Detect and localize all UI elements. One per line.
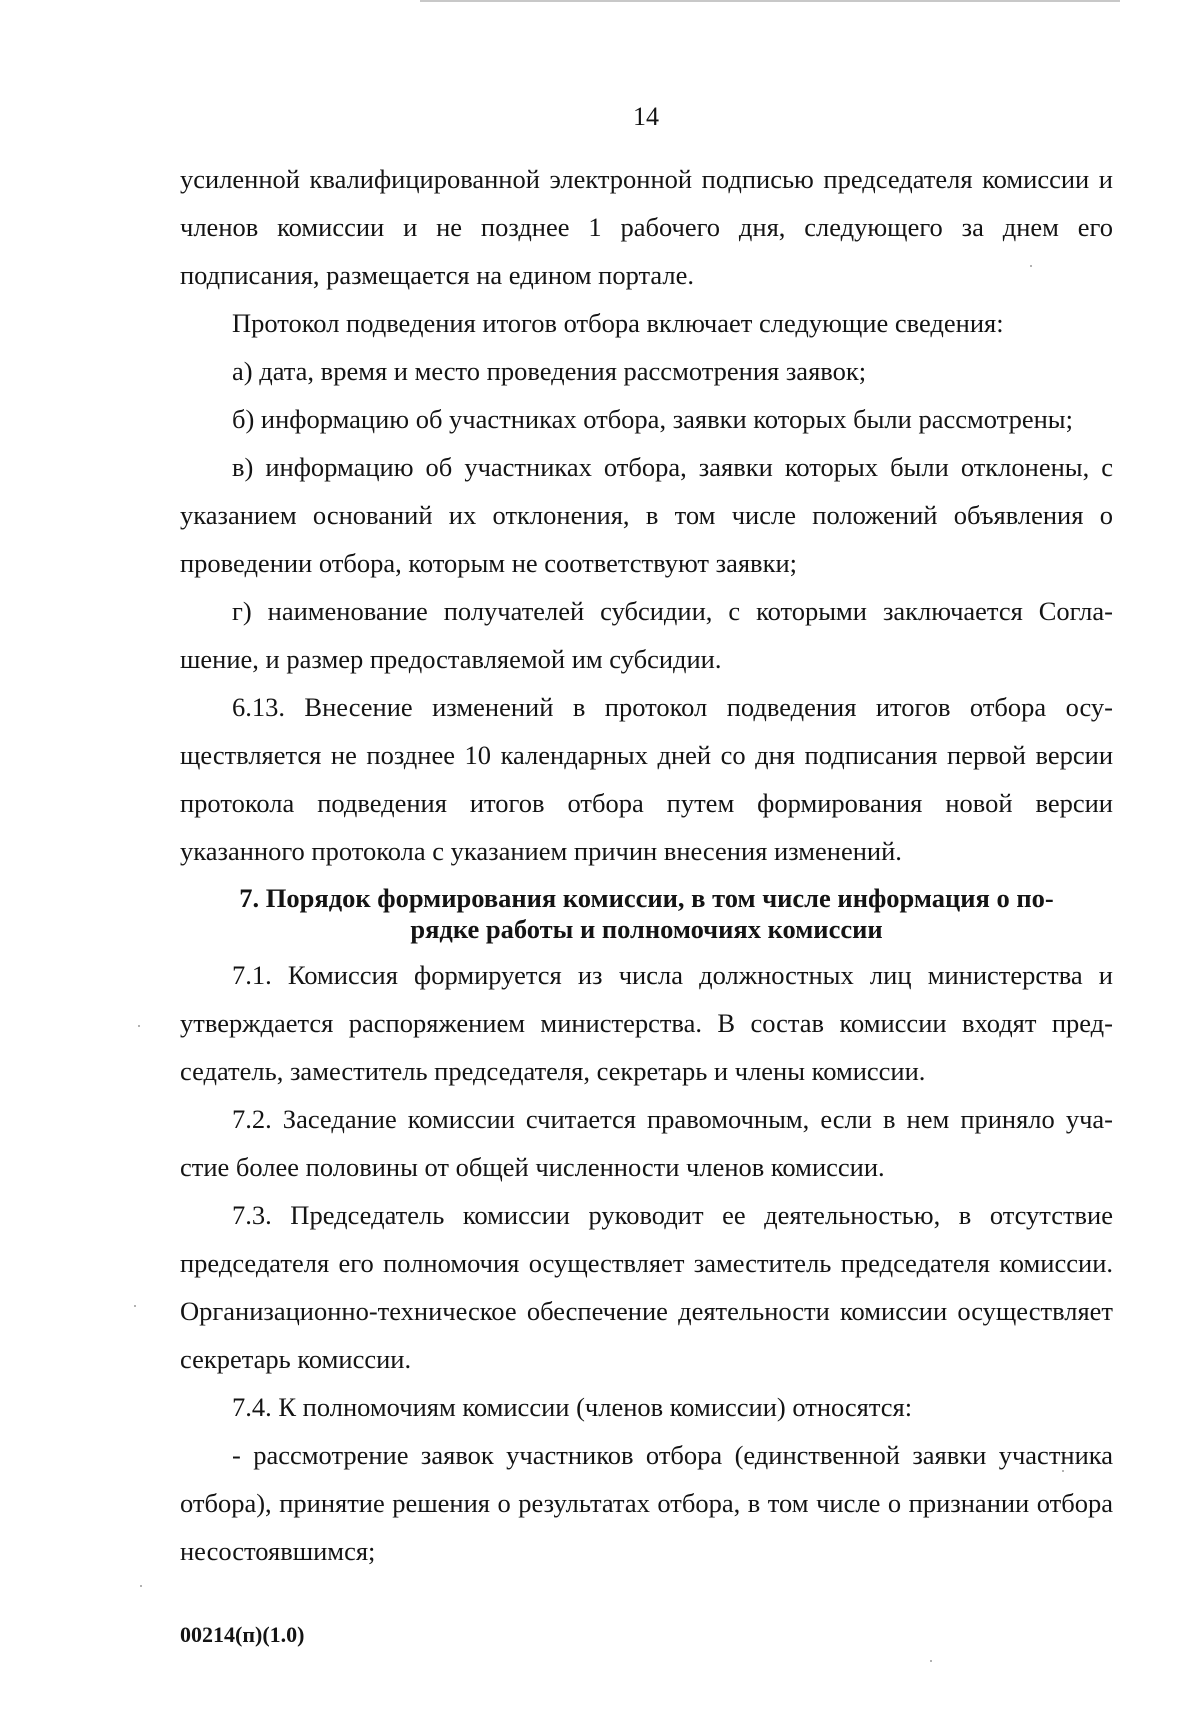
scan-speck [1030, 265, 1032, 267]
list-item-g: г) наименование получателей субсидии, с которыми заключается Соглашение, и размер предоставляемой им субсидии. [180, 596, 1113, 674]
paragraph-7-3: 7.3. Председатель комиссии руководит ее деятельностью, в отсутствие председателя его полномочия осуществляет заместитель председателя комиссии. Организационно-техническое обеспечение деятельности комиссии осуществляет секретарь комиссии. [180, 1200, 1113, 1374]
page-number: 14 [633, 102, 659, 131]
section-7-heading-line-1: 7. Порядок формирования комиссии, в том числе информация о по- [239, 883, 1054, 913]
paragraph-7-4: 7.4. К полномочиям комиссии (членов комиссии) относятся: [232, 1392, 913, 1422]
document-body [180, 155, 1113, 1575]
scan-edge-line [420, 0, 1120, 2]
section-7-heading-line-2: рядке работы и полномочиях комиссии [410, 914, 883, 944]
scan-speck [1062, 1470, 1064, 1472]
scan-speck [140, 1585, 142, 1587]
paragraph-protocol-contents: Протокол подведения итогов отбора включает следующие сведения: [232, 308, 1004, 338]
section-7-heading [180, 883, 1113, 945]
document-code: 00214(п)(1.0) [180, 1622, 305, 1647]
list-item-a: а) дата, время и место проведения рассмотрения заявок; [232, 356, 867, 386]
paragraph-7-1: 7.1. Комиссия формируется из числа должностных лиц министерства и утверждается распоряжением министерства. В состав комиссии входят председатель, заместитель председателя, секретарь и члены комиссии. [180, 960, 1113, 1086]
paragraph-continued: усиленной квалифицированной электронной подписью председателя комиссии и членов комиссии и не позднее 1 рабочего дня, следующего за днем его подписания, размещается на едином портале. [180, 164, 1113, 290]
paragraph-6-13: 6.13. Внесение изменений в протокол подведения итогов отбора осуществляется не позднее 10 календарных дней со дня подписания первой версии протокола подведения итогов отбора путем формирования новой версии указанного протокола с указанием причин внесения изменений. [180, 692, 1113, 866]
list-item-b: б) информацию об участниках отбора, заявки которых были рассмотрены; [232, 404, 1073, 434]
scan-speck [930, 1660, 932, 1662]
scan-speck [134, 1305, 136, 1307]
list-item-v: в) информацию об участниках отбора, заявки которых были отклонены, с указанием оснований их отклонения, в том числе положений объявления о проведении отбора, которым не соответствуют заявки; [180, 452, 1113, 578]
scan-speck [138, 1025, 140, 1027]
paragraph-7-2: 7.2. Заседание комиссии считается правомочным, если в нем приняло участие более половины от общей численности членов комиссии. [180, 1104, 1113, 1182]
paragraph-7-4-item-1: - рассмотрение заявок участников отбора (единственной заявки участника отбора), принятие решения о результатах отбора, в том числе о признании отбора несостоявшимся; [180, 1440, 1113, 1566]
